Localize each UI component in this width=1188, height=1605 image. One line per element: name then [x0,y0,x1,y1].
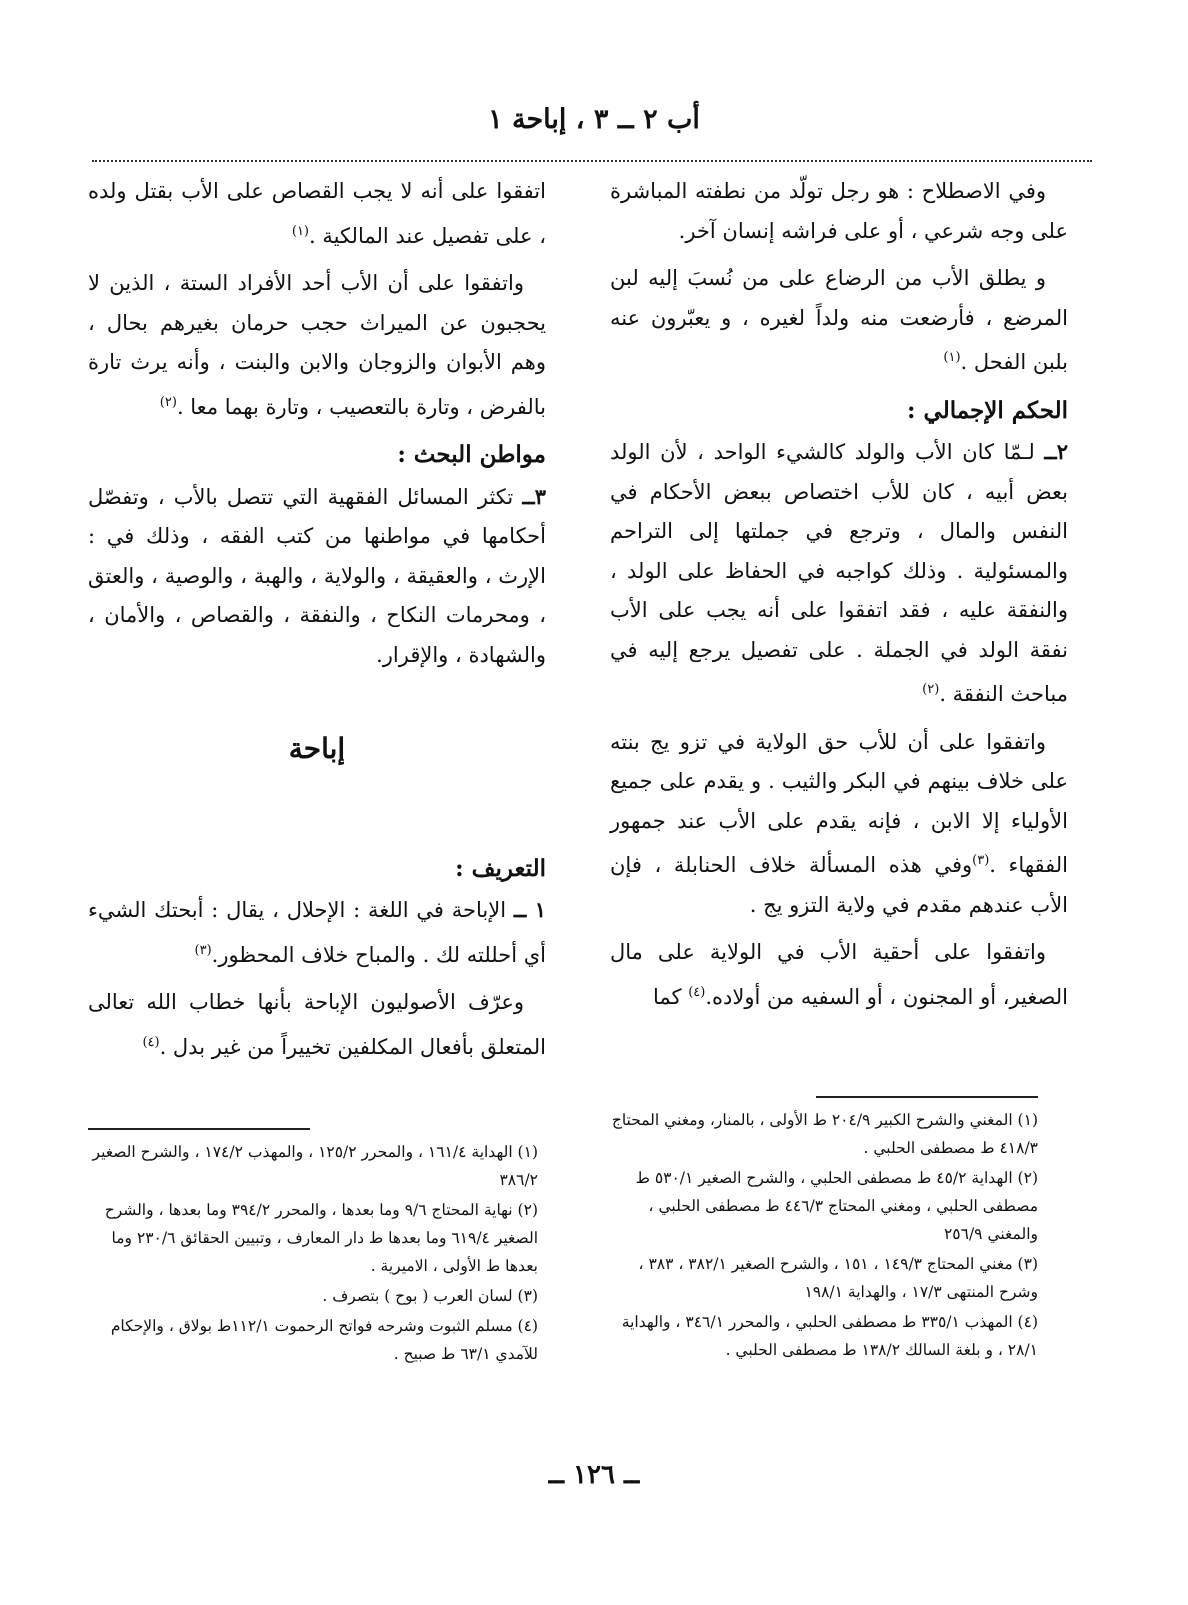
heading-definition: التعريف : [455,854,546,882]
inheritance-paragraph: واتفقوا على أن الأب أحد الأفراد الستة ، الذين لا يحجبون عن الميراث حجب حرمان بغيرهم بحال ، وهم الأبوان والزوجان والابن والبنت ، وأنه يرث تارة بالفرض ، وتارة بالتعصيب ، وتارة بهما معا .$^{(٢)}$ [88,271,546,419]
footnote-item: (٢) الهداية ٤٥/٢ ط مصطفى الحلبي ، والشرح الصغير ٥٣٠/١ ط مصطفى الحلبي ، ومغني المحتاج ٤٤٦/٣ ط مصطفى الحلبي ، والمغني ٢٥٦/٩ [635,1169,1038,1243]
footnote-item: (٣) مغني المحتاج ١٤٩/٣ ، ١٥١ ، والشرح الصغير ٣٨٢/١ ، ٣٨٣ ، وشرح المنتهى ١٧/٣ ، والهداية ١٩٨/١ [638,1255,1038,1301]
research-topics-paragraph: ٣ــ تكثر المسائل الفقهية التي تتصل بالأب ، وتفصّل أحكامها في مواطنها من كتب الفقه ، وذلك في : الإرث ، والعقيقة ، والولاية ، والهبة ، والوصية ، والعتق ، ومحرمات النكاح ، والنفقة ، والقصاص ، والأمان ، والشهادة ، والإقرار. [88,483,546,667]
footnote-ref: (٢) [922,682,940,697]
guardianship-property-paragraph: واتفقوا على أحقية الأب في الولاية على مال الصغير، أو المجنون ، أو السفيه من أولاده.$^{(٤)}$ كما [610,940,1068,1009]
section-title-ibaha: إباحة [288,732,346,765]
footnote-ref: (١) [291,223,309,239]
header-dotted-rule [92,160,1092,162]
heading-general-ruling: الحكم الإجمالي : [907,396,1068,424]
footnote-ref: (١) [943,350,961,365]
footnotes-left [88,1128,538,1370]
ruling-paragraph: ٢ــ لـمّا كان الأب والولد كالشيء الواحد ، لأن الولد بعض أبيه ، كان للأب اختصاص ببعض الأحكام في النفس والمال ، وترجع في جملتها إلى التراحم والمسئولية . وذلك كواجبه في الحفاظ على الولد ، والنفقة عليه ، فقد اتفقوا على أنه يجب على الأب نفقة الولد في الجملة . على تفصيل يرجع إليه في مباحث النفقة .$^{(٢)}$ [610,439,1068,706]
footnote-item: (٢) نهاية المحتاج ٩/٦ وما بعدها ، والمحرر ٣٩٤/٢ وما بعدها ، والشرح الصغير ٦١٩/٤ وما بعدها ط دار المعارف ، وتبيين الحقائق ٢٣٠/٦ وما بعدها ط الأولى ، الاميرية . [104,1201,538,1275]
usuli-definition-paragraph: وعرّف الأصوليون الإباحة بأنها خطاب الله تعالى المتعلق بأفعال المكلفين تخييراً من غير بدل .$^{(٤)}$ [88,990,546,1059]
guardianship-marriage-paragraph: واتفقوا على أن للأب حق الولاية في تزو يج بنته على خلاف بينهم في البكر والثيب . و يقدم على جميع الأولياء إلا الابن ، فإنه يقدم على الأب عند جمهور الفقهاء .$^{(٣)}$وفي هذه المسألة خلاف الحنابلة ، فإن الأب عندهم مقدم في ولاية التزو يج . [610,729,1068,917]
footnote-ref: (٣) [194,942,212,958]
footnote-rule [816,1096,1038,1098]
qisas-paragraph: اتفقوا على أنه لا يجب القصاص على الأب بقتل ولده ، على تفصيل عند المالكية .$^{(١)}$ [88,179,546,248]
footnote-rule [88,1128,310,1130]
footnote-ref: (٢) [159,394,177,410]
page-number: ــ ١٢٦ ــ [548,1460,640,1490]
heading-research-topics: مواطن البحث : [397,441,546,468]
footnote-ref: (٤) [688,984,706,1000]
footnote-item: (٣) لسان العرب ( بوح ) بتصرف . [322,1287,538,1305]
running-header: أب ٢ ــ ٣ ، إباحة ١ [488,104,700,135]
left-column [88,172,546,1075]
footnote-item: (١) المغني والشرح الكبير ٢٠٤/٩ ط الأولى ، بالمنار، ومغني المحتاج ٤١٨/٣ ط مصطفى الحلبي . [611,1111,1038,1157]
linguistic-definition-paragraph: ١ ــ الإباحة في اللغة : الإحلال ، يقال : أبحتك الشيء أي أحللته لك . والمباح خلاف المحظور.$^{(٣)}$ [88,897,546,967]
footnote-item: (٤) مسلم الثبوت وشرحه فواتح الرحموت ١١٢/١ط بولاق ، والإحكام للآمدي ٦٣/١ ط صبيح . [110,1317,538,1363]
footnote-item: (٤) المهذب ٣٣٥/١ ط مصطفى الحلبي ، والمحرر ٣٤٦/١ ، والهداية ٢٨/١ ، و بلغة السالك ١٣٨/٢ ط مصطفى الحلبي . [621,1313,1038,1359]
right-column [610,172,1068,1025]
footnote-ref: (٣) [972,853,990,868]
footnotes-right [598,1096,1038,1366]
footnote-ref: (٤) [142,1034,160,1050]
definition-paragraph: وفي الاصطلاح : هو رجل تولّد من نطفته المباشرة على وجه شرعي ، أو على فراشه إنسان آخر. [610,179,1068,243]
foster-father-paragraph: و يطلق الأب من الرضاع على من نُسبَ إليه لبن المرضع ، فأرضعت منه ولداً لغيره ، و يعبّرون عنه بلبن الفحل .$^{(١)}$ [610,266,1068,374]
footnote-item: (١) الهداية ١٦١/٤ ، والمحرر ١٢٥/٢ ، والمهذب ١٧٤/٢ ، والشرح الصغير ٣٨٦/٢ [92,1143,538,1189]
